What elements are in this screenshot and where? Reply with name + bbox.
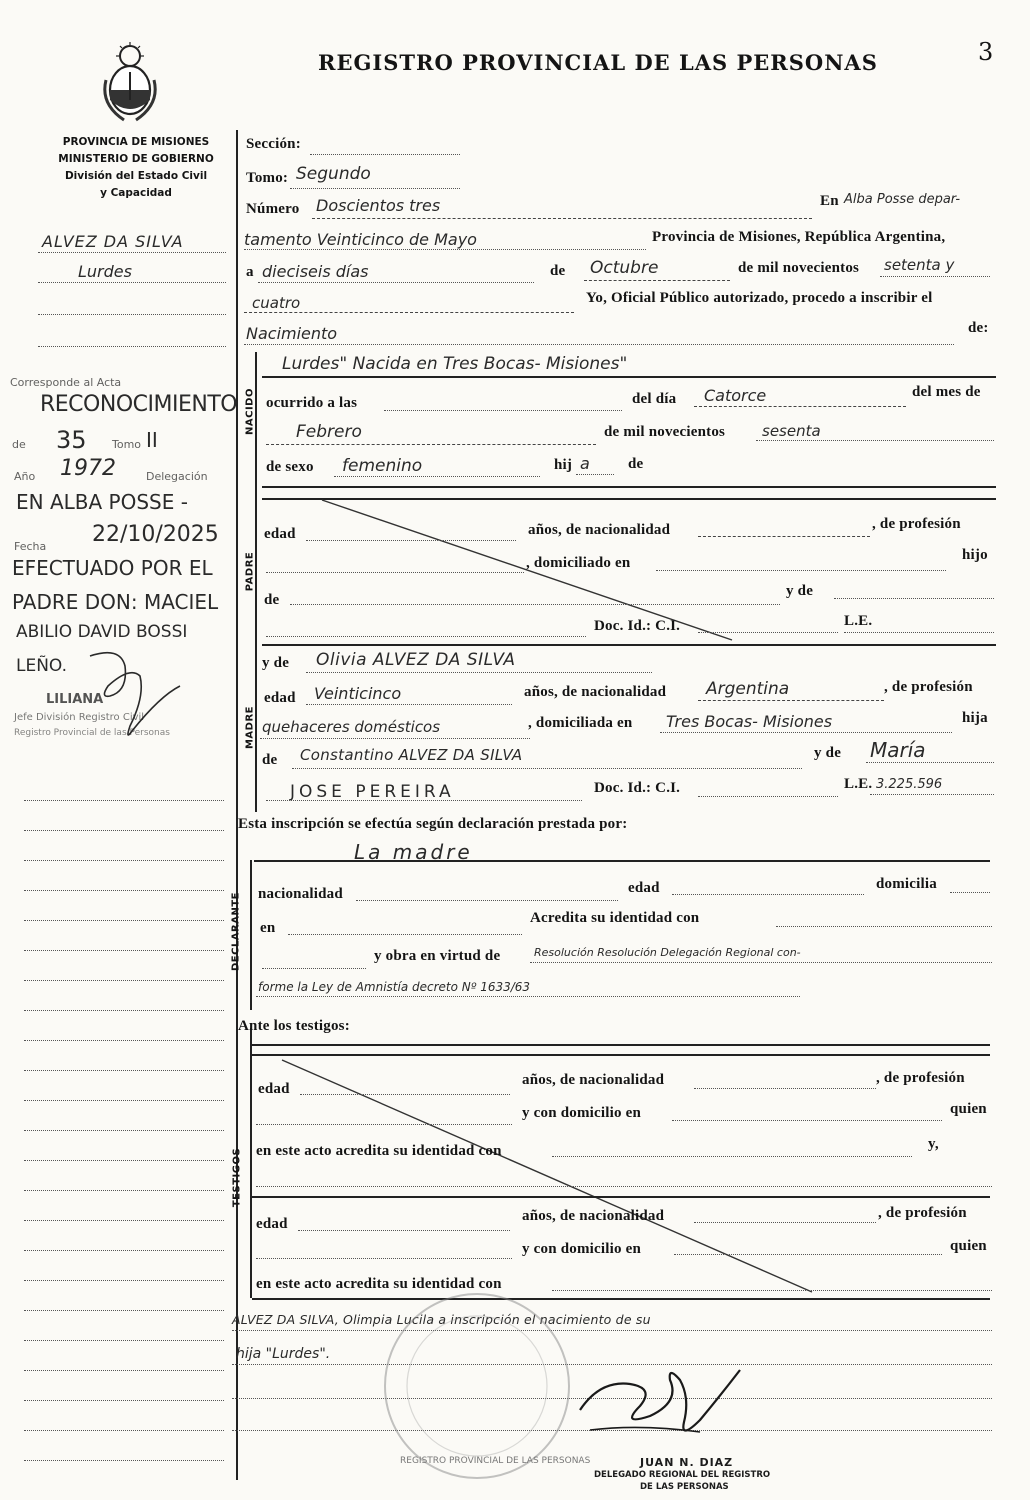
declarante-vertical-label: DECLARANTE [230, 891, 242, 972]
decl-edad-label: edad [628, 880, 660, 896]
ci-dotted-rule [698, 632, 838, 633]
dept-line-2: MINISTERIO DE GOBIERNO [58, 153, 214, 165]
nacionalidad-dashed-rule [698, 536, 870, 537]
decl-en-dotted-rule [288, 934, 522, 935]
de-label-2: de [628, 456, 644, 472]
edad-label: edad [264, 526, 296, 542]
anios-label: años, de nacionalidad [528, 522, 671, 538]
margin-name: ALVEZ DA SILVA [42, 232, 184, 251]
margin-note-reconocimiento: RECONOCIMIENTO [40, 392, 238, 417]
margin-stamp-bottom-3: Registro Provincial de las Personas [14, 728, 170, 738]
domiciliado-label: , domiciliado en [526, 555, 631, 571]
margin-note-date: 22/10/2025 [92, 522, 219, 547]
obra2-dotted-rule [256, 996, 800, 997]
madre-padre-value: Constantino ALVEZ DA SILVA [300, 746, 523, 764]
nacido-bottom-rule [262, 486, 996, 488]
profesion-label: , de profesión [872, 516, 961, 532]
tomo-label: Tomo: [246, 170, 289, 186]
official-name: JUAN N. DIAZ [640, 1456, 734, 1469]
acredita-label: Acredita su identidad con [530, 910, 700, 926]
margin-stamp-label-6: Fecha [14, 540, 47, 553]
t-edad-dotted-rule [300, 1094, 510, 1095]
madre-name-dotted-rule [306, 672, 652, 673]
madre-de-label: de [262, 752, 278, 768]
dia-value: dieciseis días [262, 262, 369, 281]
testigos-top-rule [252, 1044, 990, 1046]
madre-prof-value: quehaceres domésticos [262, 718, 441, 736]
margin-note-year: 1972 [60, 456, 116, 481]
ocurrido-dotted-rule [384, 410, 622, 411]
t2-nac-dotted-rule [694, 1222, 876, 1223]
obra-value-continued: forme la Ley de Amnistía decreto Nº 1633/63 [258, 980, 531, 994]
domicilia-label: domicilia [876, 876, 937, 892]
testigos-vertical-label: TESTIGOS [231, 1147, 243, 1208]
decl-edad-dotted-rule [672, 894, 864, 895]
obra-lead-dotted-rule [262, 968, 366, 969]
seccion-label: Sección: [246, 136, 301, 152]
madre-madre-value: María [870, 738, 926, 762]
margin-stamp-label-3: Tomo [112, 438, 142, 451]
de-colon-label: de: [968, 320, 989, 336]
margin-stamp-label-2: de [12, 438, 26, 451]
margin-dotted-rule-4 [38, 346, 226, 347]
dept-line-4: y Capacidad [100, 187, 172, 199]
madre-madre-value-continued: JOSE PEREIRA [290, 782, 455, 802]
madre-le-value: 3.225.596 [876, 777, 943, 792]
madre-y-de-label-2: y de [814, 745, 842, 761]
t2-prof-label: , de profesión [878, 1205, 967, 1221]
page-number: 3 [978, 38, 994, 66]
del-dia-label: del día [632, 391, 677, 407]
t2-dom-dotted-rule [674, 1254, 942, 1255]
madre-nac-value: Argentina [706, 679, 790, 699]
le-dotted-rule [844, 632, 994, 633]
t2-acredita-label: en este acto acredita su identidad con [256, 1276, 502, 1292]
edad-dotted-rule [306, 540, 516, 541]
padre-padre-dotted-rule [290, 604, 780, 605]
margin-given-name: Lurdes [78, 262, 132, 281]
nacido-rule [262, 376, 996, 378]
argentina-coat-of-arms-icon [100, 40, 160, 124]
madre-le-dotted-rule [870, 794, 994, 795]
provincia-label: Provincia de Misiones, República Argentina, [652, 229, 946, 245]
hij-suffix: a [580, 454, 590, 473]
sexo-label: de sexo [266, 459, 314, 475]
padre-vertical-label: PADRE [244, 551, 256, 592]
margin-note-abilio: ABILIO DAVID BOSSI [16, 622, 188, 642]
anio-dashed-rule [244, 312, 574, 313]
round-stamp-text: REGISTRO PROVINCIAL DE LAS PERSONAS [400, 1456, 591, 1466]
madre-doc-label: Doc. Id.: C.I. [594, 780, 681, 796]
t-edad-label: edad [258, 1081, 290, 1097]
official-title: DELEGADO REGIONAL DEL REGISTRO [594, 1470, 771, 1480]
dia-dotted-rule [258, 282, 534, 283]
hij-label: hij [554, 457, 573, 473]
mil-label-2: de mil novecientos [604, 424, 726, 440]
madre-name-value: Olivia ALVEZ DA SILVA [316, 650, 516, 670]
margin-stamp-label-5: Delegación [146, 470, 208, 483]
domiciliada-label: , domiciliada en [528, 715, 633, 731]
ocurrido-label: ocurrido a las [266, 395, 358, 411]
madre-padre-dotted-rule [292, 768, 802, 769]
madre-edad-label: edad [264, 690, 296, 706]
madre-madre2-dotted-rule [266, 800, 582, 801]
madre-prof-label: , de profesión [884, 679, 973, 695]
numero-value: Doscientos tres [316, 196, 441, 215]
madre-anios-label: años, de nacionalidad [524, 684, 667, 700]
anio-dotted-rule [880, 276, 990, 277]
doc-label: Doc. Id.: C.I. [594, 618, 681, 634]
madre-nac-dashed-rule [698, 700, 884, 701]
margin-stamp-bottom-2: Jefe División Registro Civil [14, 712, 145, 723]
en-label: En [820, 193, 839, 209]
dia-nac-value: Catorce [704, 386, 767, 405]
department-block [36, 134, 236, 202]
mes-value: Octubre [590, 258, 659, 278]
t-extra-dotted-rule [256, 1186, 992, 1187]
margin-note-padre: PADRE DON: MACIEL [12, 590, 219, 614]
mil-label: de mil novecientos [738, 260, 860, 276]
official-signature-icon [560, 1350, 750, 1450]
padre-bottom-rule [262, 644, 996, 646]
anio-nac-dotted-rule [756, 440, 994, 441]
a-label: a [246, 264, 254, 280]
coat-of-arms [100, 40, 160, 124]
t-acredita-dotted-rule [552, 1156, 912, 1157]
margin-note-leno: LEÑO. [16, 656, 68, 676]
obra-label: y obra en virtud de [374, 948, 501, 964]
de-label-3: de [264, 592, 280, 608]
t-quien-label: quien [950, 1101, 987, 1117]
t-y-label: y, [928, 1136, 939, 1152]
anio-value: setenta y [884, 256, 955, 274]
acredita-dotted-rule [776, 926, 992, 927]
main-vertical-rule [236, 130, 238, 1480]
tomo-dotted-rule [290, 188, 460, 189]
page-title: REGISTRO PROVINCIAL DE LAS PERSONAS [318, 50, 878, 75]
tomo-value: Segundo [296, 164, 371, 184]
madre-madre-dotted-rule [866, 762, 994, 763]
t-nac-dotted-rule [694, 1088, 876, 1089]
obra-dotted-rule [530, 962, 992, 963]
margin-stamp-label-1: Corresponde al Acta [10, 376, 122, 389]
madre-vertical-label: MADRE [244, 705, 256, 750]
dept-line-1: PROVINCIA DE MISIONES [62, 136, 210, 148]
margin-note-acta: 35 [56, 426, 87, 454]
testigos-label: Ante los testigos: [238, 1018, 350, 1034]
madre-edad-value: Veinticinco [314, 684, 402, 703]
t-dom-label: y con domicilio en [522, 1105, 642, 1121]
declarant-vertical-rule [250, 860, 252, 1010]
t-anios-label: años, de nacionalidad [522, 1072, 665, 1088]
testigos-bottom-rule [252, 1298, 990, 1300]
numero-dashed-rule [312, 218, 812, 219]
de-label: de [550, 263, 566, 279]
t2-prof-dotted-rule [256, 1258, 512, 1259]
t-dom-dotted-rule [672, 1120, 942, 1121]
nacionalidad-label: nacionalidad [258, 886, 343, 902]
del-mes-label: del mes de [912, 384, 981, 400]
acto-value: Nacimiento [246, 324, 338, 343]
t-prof-dotted-rule [256, 1124, 512, 1125]
testigos-cancel-diagonal [252, 1056, 992, 1296]
t2-quien-label: quien [950, 1238, 987, 1254]
decl-nac-dotted-rule [356, 900, 618, 901]
closing-dotted-rule [232, 1330, 992, 1331]
sexo-dotted-rule [334, 476, 540, 477]
hij-dotted-rule [576, 474, 614, 475]
margin-dotted-rule-2 [38, 282, 226, 283]
mes-nac-dashed-rule [266, 444, 596, 445]
margin-note-tomo: II [146, 428, 158, 452]
padre-doc-dotted-rule [266, 636, 586, 637]
t2-edad-dotted-rule [298, 1230, 510, 1231]
sexo-value: femenino [342, 456, 423, 476]
en-dotted-rule [244, 249, 646, 250]
declaracion-label: Esta inscripción se efectúa según declaración prestada por: [238, 816, 628, 832]
dia-nac-dashed-rule [694, 406, 906, 407]
official-title-2: DE LAS PERSONAS [640, 1482, 729, 1492]
t2-acredita-dotted-rule [552, 1290, 992, 1291]
margin-stamp-label-4: Año [14, 470, 36, 483]
padre-madre-dotted-rule [834, 598, 994, 599]
y-de-label: y de [786, 583, 814, 599]
madre-edad-dotted-rule [306, 704, 512, 705]
madre-prof-dotted-rule [260, 738, 530, 739]
domiciliado-dotted-rule [656, 570, 946, 571]
le-label: L.E. [844, 613, 873, 629]
declarante-value: La madre [354, 840, 473, 864]
margin-note-en: EN ALBA POSSE - [16, 490, 188, 514]
t2-edad-label: edad [256, 1216, 288, 1232]
t2-dom-label: y con domicilio en [522, 1241, 642, 1257]
madre-le-label: L.E. [844, 776, 873, 792]
nacido-value: Lurdes" Nacida en Tres Bocas- Misiones" [282, 354, 628, 374]
t-prof-label: , de profesión [876, 1070, 965, 1086]
t-acredita-label: en este acto acredita su identidad con [256, 1143, 502, 1159]
profesion-dotted-rule [266, 572, 524, 573]
margin-note-efectuado: EFECTUADO POR EL [12, 556, 213, 580]
madre-ci-dotted-rule [698, 796, 838, 797]
testigos-mid-rule [252, 1196, 990, 1198]
hija-label: hija [962, 710, 988, 726]
mes-nac-value: Febrero [296, 422, 362, 442]
obra-value: Resolución Resolución Delegación Regional con- [534, 946, 801, 959]
anio-value-continued: cuatro [252, 294, 301, 312]
declarante-top-rule [254, 860, 990, 862]
margin-dotted-rule-1 [38, 252, 226, 253]
madre-dom-value: Tres Bocas- Misiones [666, 712, 833, 731]
t2-anios-label: años, de nacionalidad [522, 1208, 665, 1224]
oficial-label: Yo, Oficial Público autorizado, procedo a inscribir el [586, 290, 933, 306]
acto-dotted-rule [244, 344, 954, 345]
nacido-vertical-label: NACIDO [244, 388, 256, 435]
numero-label: Número [246, 201, 300, 217]
hijo-label: hijo [962, 547, 988, 563]
decl-en-label: en [260, 920, 276, 936]
margin-dotted-rule-3 [38, 314, 226, 315]
margin-stamp-bottom-1: LILIANA [46, 692, 104, 707]
madre-dom-dotted-rule [660, 732, 952, 733]
en-value: Alba Posse depar- [844, 192, 961, 207]
closing-value-continued: hija "Lurdes". [236, 1346, 331, 1362]
anio-nac-value: sesenta [762, 422, 821, 440]
decl-dom-dotted-rule [950, 892, 990, 893]
madre-y-de-label: y de [262, 655, 290, 671]
closing-value: ALVEZ DA SILVA, Olimpia Lucila a inscripción el nacimiento de su [232, 1312, 651, 1327]
en-value-continued: tamento Veinticinco de Mayo [244, 230, 477, 249]
mes-dashed-rule [584, 280, 730, 281]
dept-line-3: División del Estado Civil [64, 170, 208, 182]
seccion-dotted-rule [310, 154, 460, 155]
